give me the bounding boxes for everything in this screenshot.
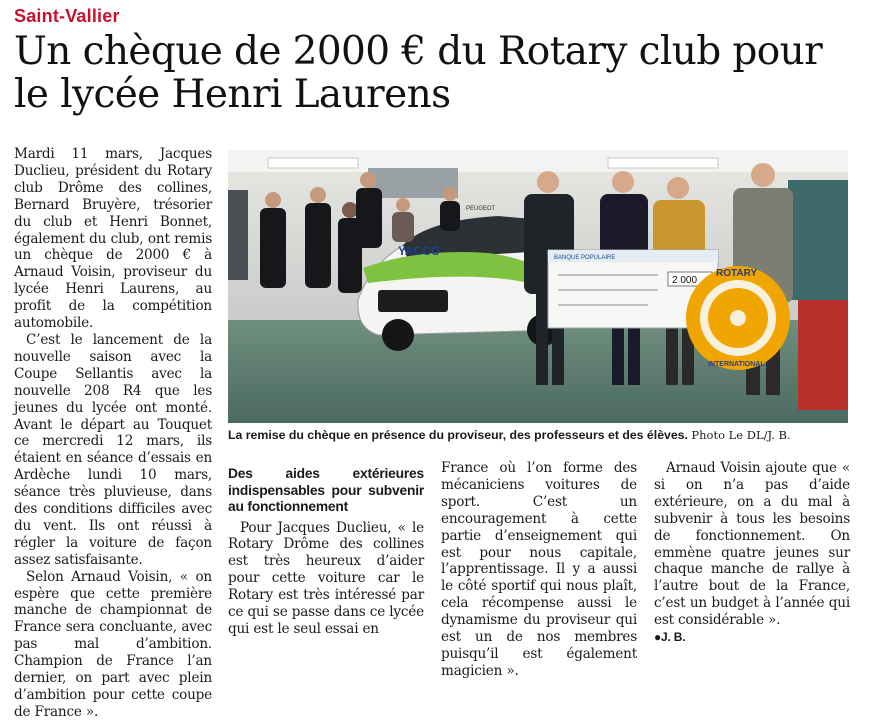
emblem-top-text: ROTARY [716, 268, 758, 279]
rotary-emblem [686, 266, 790, 370]
cheque-amount: 2 000 [672, 275, 698, 286]
column-3 [441, 460, 637, 680]
paragraph-4: Pour Jacques Duclieu, « le Rotary Drôme des collines est très heureux d’aider pour cette voiture car le Rotary est très intéressé par ce qui se passe dans ce lycée qui est le seul essai en [228, 519, 424, 637]
column-4 [654, 460, 850, 646]
caption-lead: La remise du chèque en présence du proviseur, des professeurs et des élèves. [228, 428, 688, 442]
paragraph-3: Selon Arnaud Voisin, « on espère que cette première manche de championnat de France sera concluante, avec pas mal d’ambition. Champion de France l’an dernier, on part avec plein d’ambition pour cette coupe de France ». [14, 568, 212, 720]
author-signature: ●J. B. [654, 630, 686, 645]
car-brand-label: PEUGEOT [466, 206, 496, 212]
column-2 [228, 466, 424, 638]
caption-credit: Photo Le DL/J. B. [691, 428, 791, 442]
article-photo [228, 150, 848, 423]
paragraph-6: Arnaud Voisin ajoute que « si on n’a pas d’aide extérieure, on a du mal à subvenir à tous les besoins de fonctionnement. On emmène quatre jeunes sur chaque manche de rallye à l’autre bout de la France, c’est un budget à l’année qui est considérable ». [654, 460, 850, 629]
section-subhead: Des aides extérieures indispensables pour subvenir au fonctionnement [228, 466, 424, 514]
paragraph-2: C’est le lancement de la nouvelle saison avec la Coupe Sellantis avec la nouvelle 208 R4 que les jeunes du lycée ont monté. Avant le départ au Touquet ce mercredi 12 mars, ils étaient en séance d’essais en Ardèche lundi 10 mars, séance très pluvieuse, dans des conditions difficiles avec du vent. Ils ont réussi à régler la voiture de façon assez satisfaisante. [14, 331, 212, 568]
kicker: Saint-Vallier [14, 6, 120, 26]
paragraph-1: Mardi 11 mars, Jacques Duclieu, président du Rotary club Drôme des collines, Bernard Bruyère, trésorier du club et Henri Bonnet, également du club, ont remis un chèque de 2000 € à Arnaud Voisin, proviseur du lycée Henri Laurens, au profit de la compétition automobile. [14, 146, 212, 332]
cheque-bank-label: BANQUE POPULAIRE [554, 255, 616, 261]
column-1 [14, 146, 212, 721]
photo-illustration [228, 150, 848, 423]
paragraph-5: France où l’on forme des mécaniciens voitures de sport. C’est un encouragement à cette partie d’enseignement qui est pour nous capitale, l’apprentissage. Il y a aussi le côté sportif qui nous plaît, cela récompense aussi le dynamisme du proviseur qui est un de nos membres puisqu’il est également magicien ». [441, 460, 637, 679]
headline: Un chèque de 2000 € du Rotary club pour le lycée Henri Laurens [14, 29, 823, 117]
emblem-bottom-text: INTERNATIONAL [708, 361, 765, 368]
photo-caption [228, 428, 868, 442]
car-sponsor-label: YACCO [398, 244, 441, 258]
